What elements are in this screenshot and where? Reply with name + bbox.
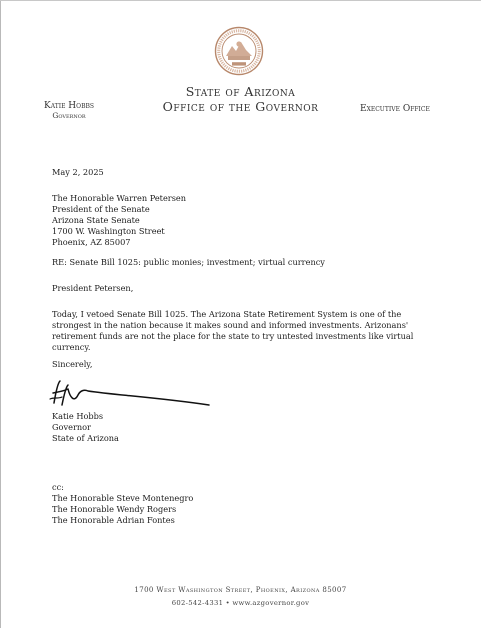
closing: Sincerely, <box>52 359 93 369</box>
recipient-address <box>52 193 412 248</box>
footer-contact: 602-542-4331 • www.azgovernor.gov <box>171 599 310 607</box>
footer-address: 1700 West Washington Street, Phoenix, Arizona 85007 <box>134 586 347 594</box>
recipient-line: Phoenix, AZ 85007 <box>52 237 131 248</box>
recipient-line: 1700 W. Washington Street <box>52 226 165 237</box>
subject-line: RE: Senate Bill 1025: public monies; investment; virtual currency <box>52 257 325 267</box>
signer-line: Katie Hobbs <box>52 411 104 421</box>
letter-body-paragraph <box>52 309 417 353</box>
body-line: strongest in the nation because it makes sound and informed investments. Arizonans' <box>52 320 409 331</box>
signer-block <box>52 411 412 444</box>
header-office-title: Office of the Governor <box>162 99 319 114</box>
cc-line: The Honorable Steve Montenegro <box>52 493 194 504</box>
recipient-line: The Honorable Warren Petersen <box>52 193 187 203</box>
body-line: currency. <box>52 342 91 353</box>
governor-name: Katie Hobbs <box>43 101 95 111</box>
header-right-label: Executive Office <box>360 104 430 114</box>
signer-line: Governor <box>52 422 91 433</box>
governor-role: Governor <box>52 111 86 120</box>
header-left-block <box>29 101 109 120</box>
header-state-title: State of Arizona <box>185 84 296 99</box>
recipient-line: Arizona State Senate <box>52 215 140 226</box>
signer-line: State of Arizona <box>52 433 119 444</box>
salutation: President Petersen, <box>52 283 134 293</box>
handwritten-signature <box>44 377 214 409</box>
body-line: Today, I vetoed Senate Bill 1025. The Arizona State Retirement System is one of the <box>52 309 402 319</box>
recipient-line: President of the Senate <box>52 204 150 215</box>
cc-line: The Honorable Wendy Rogers <box>52 504 177 515</box>
cc-block <box>52 482 412 526</box>
body-line: retirement funds are not the place for the state to try untested investments like virtual <box>52 331 414 342</box>
cc-line: The Honorable Adrian Fontes <box>52 515 175 526</box>
great-seal-of-arizona-icon <box>214 26 264 76</box>
page-top-edge <box>0 0 481 1</box>
letter-date: May 2, 2025 <box>52 167 104 177</box>
cc-label: cc: <box>52 482 64 492</box>
